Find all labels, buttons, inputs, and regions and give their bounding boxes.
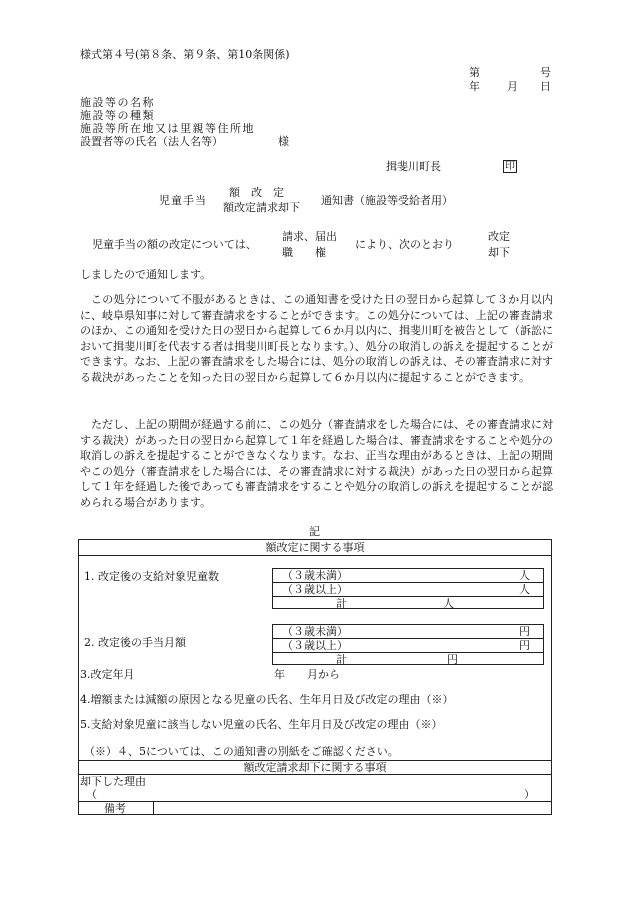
issuer-seal: 印: [505, 161, 515, 172]
title-option-reject: 額改定請求却下: [223, 201, 300, 214]
notice-result-revise: 改定: [488, 230, 510, 243]
appeal-paragraph-1: この処分について不服があるときは、この通知書を受けた日の翌日から起算して３か月以内に、岐阜県知事に対して審査請求をすることができます。この処分については、上記の審査請求のほか、この通知を受けた日の翌日から起算して６か月以内に、揖斐川町を被告として（訴訟において揖斐川町を代表する者は揖斐川町長となります。）、処分の取消しの訴えを提起することができます。なお、上記の審査請求をした場合には、処分の取消しの訴えは、その審査請求に対する裁決があったことを知った日の翌日から起算して６か月以内に提起することができます。: [80, 293, 553, 384]
founder-name-label: 設置者等の氏名（法人名等）: [80, 135, 223, 148]
item2-total-label: 計: [336, 653, 347, 666]
date-day: 日: [540, 80, 551, 93]
item2-total-unit: 円: [447, 653, 458, 666]
notice-tail: しましたので通知します。: [80, 268, 212, 281]
item1-label: 1. 改定後の支給対象児童数: [84, 570, 219, 583]
item1-over3-label: （３歳以上）: [282, 583, 348, 596]
item3-value: 年 月から: [274, 668, 340, 681]
section2-header: 額改定請求却下に関する事項: [243, 761, 387, 774]
item2-label: 2. 改定後の手当月額: [84, 636, 186, 649]
item2-under3-unit: 円: [519, 625, 530, 638]
issuer-name: 揖斐川町長: [386, 160, 441, 173]
item1-under3-unit: 人: [519, 569, 530, 582]
section1-header-divider: [78, 555, 552, 556]
notice-basis-request: 請求、届出: [282, 230, 337, 243]
appeal-paragraph-2: ただし、上記の期間が経過する前に、この処分（審査請求をした場合には、その審査請求に対する裁決）があった日の翌日から起算して１年を経過した場合は、審査請求をすることや処分の取消しの訴えを提起することができなくなります。なお、正当な理由があるときは、上記の期間やこの処分（審査請求をした場合には、その審査請求に対する裁決）があった日の翌日から起算して１年を経過した後であっても審査請求をすることや処分の取消しの訴えを提起することが認められる場合があります。: [80, 418, 553, 509]
title-option-revision: 額 改 定: [229, 186, 284, 199]
facility-address-label: 施設等所在地又は里親等住所地: [80, 122, 255, 135]
form-number: 様式第４号(第８条、第９条、第10条関係): [80, 48, 290, 61]
section2-header-divider: [78, 774, 552, 775]
item1-over3-unit: 人: [519, 583, 530, 596]
item1-under3-label: （３歳未満）: [282, 569, 348, 582]
ki-mark: 記: [309, 525, 320, 538]
notice-middle: により、次のとおり: [355, 238, 454, 251]
notice-basis-authority: 職 権: [282, 246, 326, 259]
honorific: 様: [278, 135, 289, 148]
doc-number-prefix: 第: [469, 66, 480, 79]
item2-over3-label: （３歳以上）: [282, 639, 348, 652]
facility-type-label: 施設等の種類: [80, 109, 155, 122]
reject-reason-paren-open: （: [86, 788, 97, 801]
item5-label: 5.支給対象児童に該当しない児童の氏名、生年月日及び改定の理由（※）: [80, 718, 443, 731]
notice-result-reject: 却下: [488, 246, 510, 259]
reject-reason-label: 却下した理由: [80, 775, 146, 788]
title-part1: 児童手当: [159, 194, 207, 207]
item3-label: 3.改定年月: [80, 668, 135, 681]
title-part2: 通知書（施設等受給者用）: [321, 194, 453, 207]
item2-under3-label: （３歳未満）: [282, 625, 348, 638]
remarks-divider: [78, 801, 552, 802]
item4-label: 4.増額または減額の原因となる児童の氏名、生年月日及び改定の理由（※）: [80, 693, 454, 706]
notice-lead: 児童手当の額の改定については、: [92, 238, 257, 251]
remarks-label: 備考: [104, 802, 126, 815]
facility-name-label: 施設等の名称: [80, 96, 155, 109]
reject-reason-paren-close: ）: [524, 788, 535, 801]
doc-number-suffix: 号: [540, 66, 551, 79]
date-year: 年: [469, 80, 480, 93]
date-month: 月: [507, 80, 518, 93]
item1-total-unit: 人: [443, 597, 454, 610]
item1-total-label: 計: [336, 597, 347, 610]
item2-over3-unit: 円: [519, 639, 530, 652]
table-note: （※）４、5については、この通知書の別紙をご確認ください。: [84, 745, 399, 758]
section1-header: 額改定に関する事項: [265, 541, 365, 554]
remarks-column-divider: [153, 801, 154, 815]
